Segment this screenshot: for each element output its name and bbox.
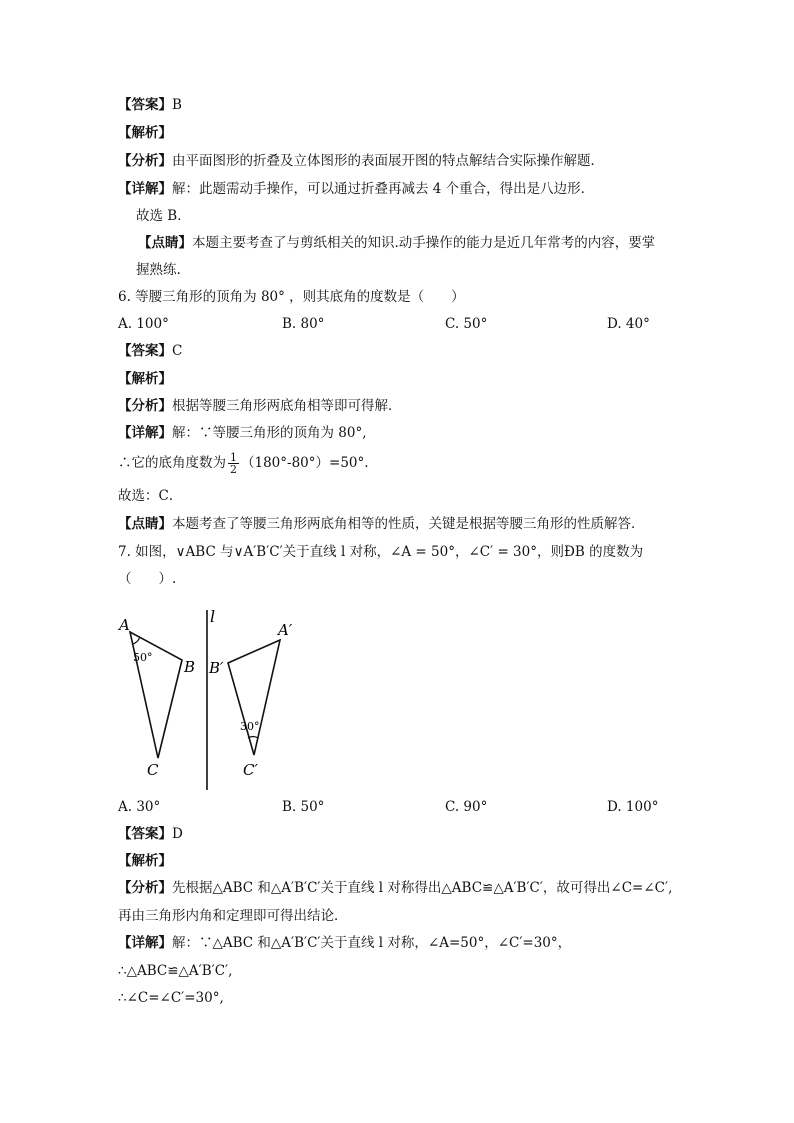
q7-option-a: A. 30° bbox=[118, 799, 161, 815]
fenxi-text: 由平面图形的折叠及立体图形的表面展开图的特点解结合实际操作解题． bbox=[172, 153, 604, 169]
q5-xiangjie-line bbox=[118, 180, 594, 198]
label-a: A bbox=[119, 616, 130, 634]
answer-tag: 【答案】 bbox=[118, 343, 172, 359]
answer-tag: 【答案】 bbox=[118, 97, 172, 113]
q7-xiangjie-line bbox=[118, 934, 571, 952]
fenxi-tag: 【分析】 bbox=[118, 398, 172, 414]
choice-text: 故选：C． bbox=[118, 488, 183, 504]
angle-a-arc bbox=[133, 637, 140, 644]
answer-value: D bbox=[172, 826, 183, 842]
fenxi-tag: 【分析】 bbox=[118, 880, 172, 896]
fenxi-text-2: 再由三角形内角和定理即可得出结论． bbox=[118, 908, 348, 924]
step-2-text: ∴∠C=∠C′=30°, bbox=[118, 990, 224, 1006]
fraction-denominator: 2 bbox=[230, 463, 237, 476]
q6-analysis-line bbox=[118, 370, 172, 388]
step-prefix: ∴它的底角度数为 bbox=[118, 455, 226, 471]
analysis-tag: 【解析】 bbox=[118, 125, 172, 141]
q6-stem-text: 6. 等腰三角形的顶角为 80° ，则其底角的度数是（ ） bbox=[118, 289, 465, 305]
label-c-prime: C′ bbox=[243, 761, 258, 779]
dianjing-text-1: 本题主要考查了与剪纸相关的知识.动手操作的能力是近几年常考的内容，要掌 bbox=[192, 235, 656, 251]
fenxi-text: 根据等腰三角形两底角相等即可得解． bbox=[172, 398, 402, 414]
xiangjie-tag: 【详解】 bbox=[118, 935, 172, 951]
xiangjie-text: 解：此题需动手操作，可以通过折叠再减去 4 个重合，得出是八边形． bbox=[172, 181, 595, 197]
angle-c-prime-arc bbox=[248, 737, 258, 739]
q6-option-c: C. 50° bbox=[445, 316, 488, 332]
xiangjie-text: 解：∵△ABC 和△A′B′C′关于直线 l 对称，∠A=50°，∠C′=30°， bbox=[172, 935, 572, 951]
q7-option-d: D. 100° bbox=[607, 799, 659, 815]
q7-figure bbox=[110, 600, 310, 800]
q6-dianjing-line bbox=[118, 515, 645, 533]
q7-fenxi-line-2 bbox=[118, 907, 348, 925]
label-b-prime: B′ bbox=[209, 659, 224, 677]
angle-50-label: 50° bbox=[133, 651, 153, 664]
q5-dianjing-line-2 bbox=[136, 261, 181, 279]
xiangjie-tag: 【详解】 bbox=[118, 425, 172, 441]
fraction-numerator: 1 bbox=[230, 451, 237, 464]
analysis-tag: 【解析】 bbox=[118, 371, 172, 387]
triangle-a-prime-b-prime-c-prime bbox=[228, 640, 280, 755]
answer-value: B bbox=[172, 97, 182, 113]
dianjing-text-2: 握熟练. bbox=[136, 262, 181, 278]
step-suffix: （180°-80°）=50°. bbox=[241, 455, 369, 471]
q6-xiangjie-line bbox=[118, 424, 367, 442]
q5-fenxi-line bbox=[118, 152, 604, 170]
line-label: l bbox=[210, 607, 216, 626]
xiangjie-tag: 【详解】 bbox=[118, 181, 172, 197]
q6-choice-line bbox=[118, 487, 182, 505]
q5-analysis-line bbox=[118, 124, 172, 142]
q7-step-1 bbox=[118, 962, 232, 980]
q7-fenxi-line bbox=[118, 879, 672, 897]
q7-stem-line-1 bbox=[118, 543, 643, 561]
fenxi-tag: 【分析】 bbox=[118, 153, 172, 169]
q7-analysis-line bbox=[118, 852, 172, 870]
dianjing-text: 本题考查了等腰三角形两底角相等的性质，关键是根据等腰三角形的性质解答． bbox=[172, 516, 645, 532]
label-c: C bbox=[147, 761, 159, 779]
q5-choice-line bbox=[136, 207, 191, 225]
fraction bbox=[228, 452, 239, 475]
q7-stem-line-2 bbox=[118, 570, 176, 588]
answer-tag: 【答案】 bbox=[118, 826, 172, 842]
q6-answer-line bbox=[118, 342, 182, 360]
q6-fenxi-line bbox=[118, 397, 402, 415]
q6-stem bbox=[118, 288, 465, 306]
step-1-text: ∴△ABC≌△A′B′C′, bbox=[118, 963, 233, 979]
answer-value: C bbox=[172, 343, 183, 359]
q7-stem-text-2: （ ）. bbox=[118, 571, 177, 587]
q6-option-d: D. 40° bbox=[607, 316, 650, 332]
q6-step-line bbox=[118, 452, 369, 475]
q6-option-a: A. 100° bbox=[118, 316, 169, 332]
q5-answer-line bbox=[118, 96, 182, 114]
q7-stem-text-1: 7. 如图，∨ABC 与∨A′B′C′关于直线 l 对称，∠A = 50°，∠C′ = 30°，则ÐB 的度数为 bbox=[118, 544, 644, 560]
dianjing-tag: 【点睛】 bbox=[138, 235, 192, 251]
q5-dianjing-line bbox=[138, 234, 655, 252]
fenxi-text-1: 先根据△ABC 和△A′B′C′关于直线 l 对称得出△ABC≌△A′B′C′，故可得出∠C=∠C′, bbox=[172, 880, 673, 896]
angle-30-label: 30° bbox=[240, 720, 260, 733]
choice-text: 故选 B． bbox=[136, 208, 191, 224]
q7-answer-line bbox=[118, 825, 183, 843]
q6-option-b: B. 80° bbox=[282, 316, 325, 332]
dianjing-tag: 【点睛】 bbox=[118, 516, 172, 532]
xiangjie-text: 解：∵等腰三角形的顶角为 80°, bbox=[172, 425, 367, 441]
q7-step-2 bbox=[118, 989, 224, 1007]
q7-option-b: B. 50° bbox=[282, 799, 325, 815]
q7-option-c: C. 90° bbox=[445, 799, 488, 815]
analysis-tag: 【解析】 bbox=[118, 853, 172, 869]
label-a-prime: A′ bbox=[278, 621, 293, 639]
label-b: B bbox=[184, 658, 196, 676]
